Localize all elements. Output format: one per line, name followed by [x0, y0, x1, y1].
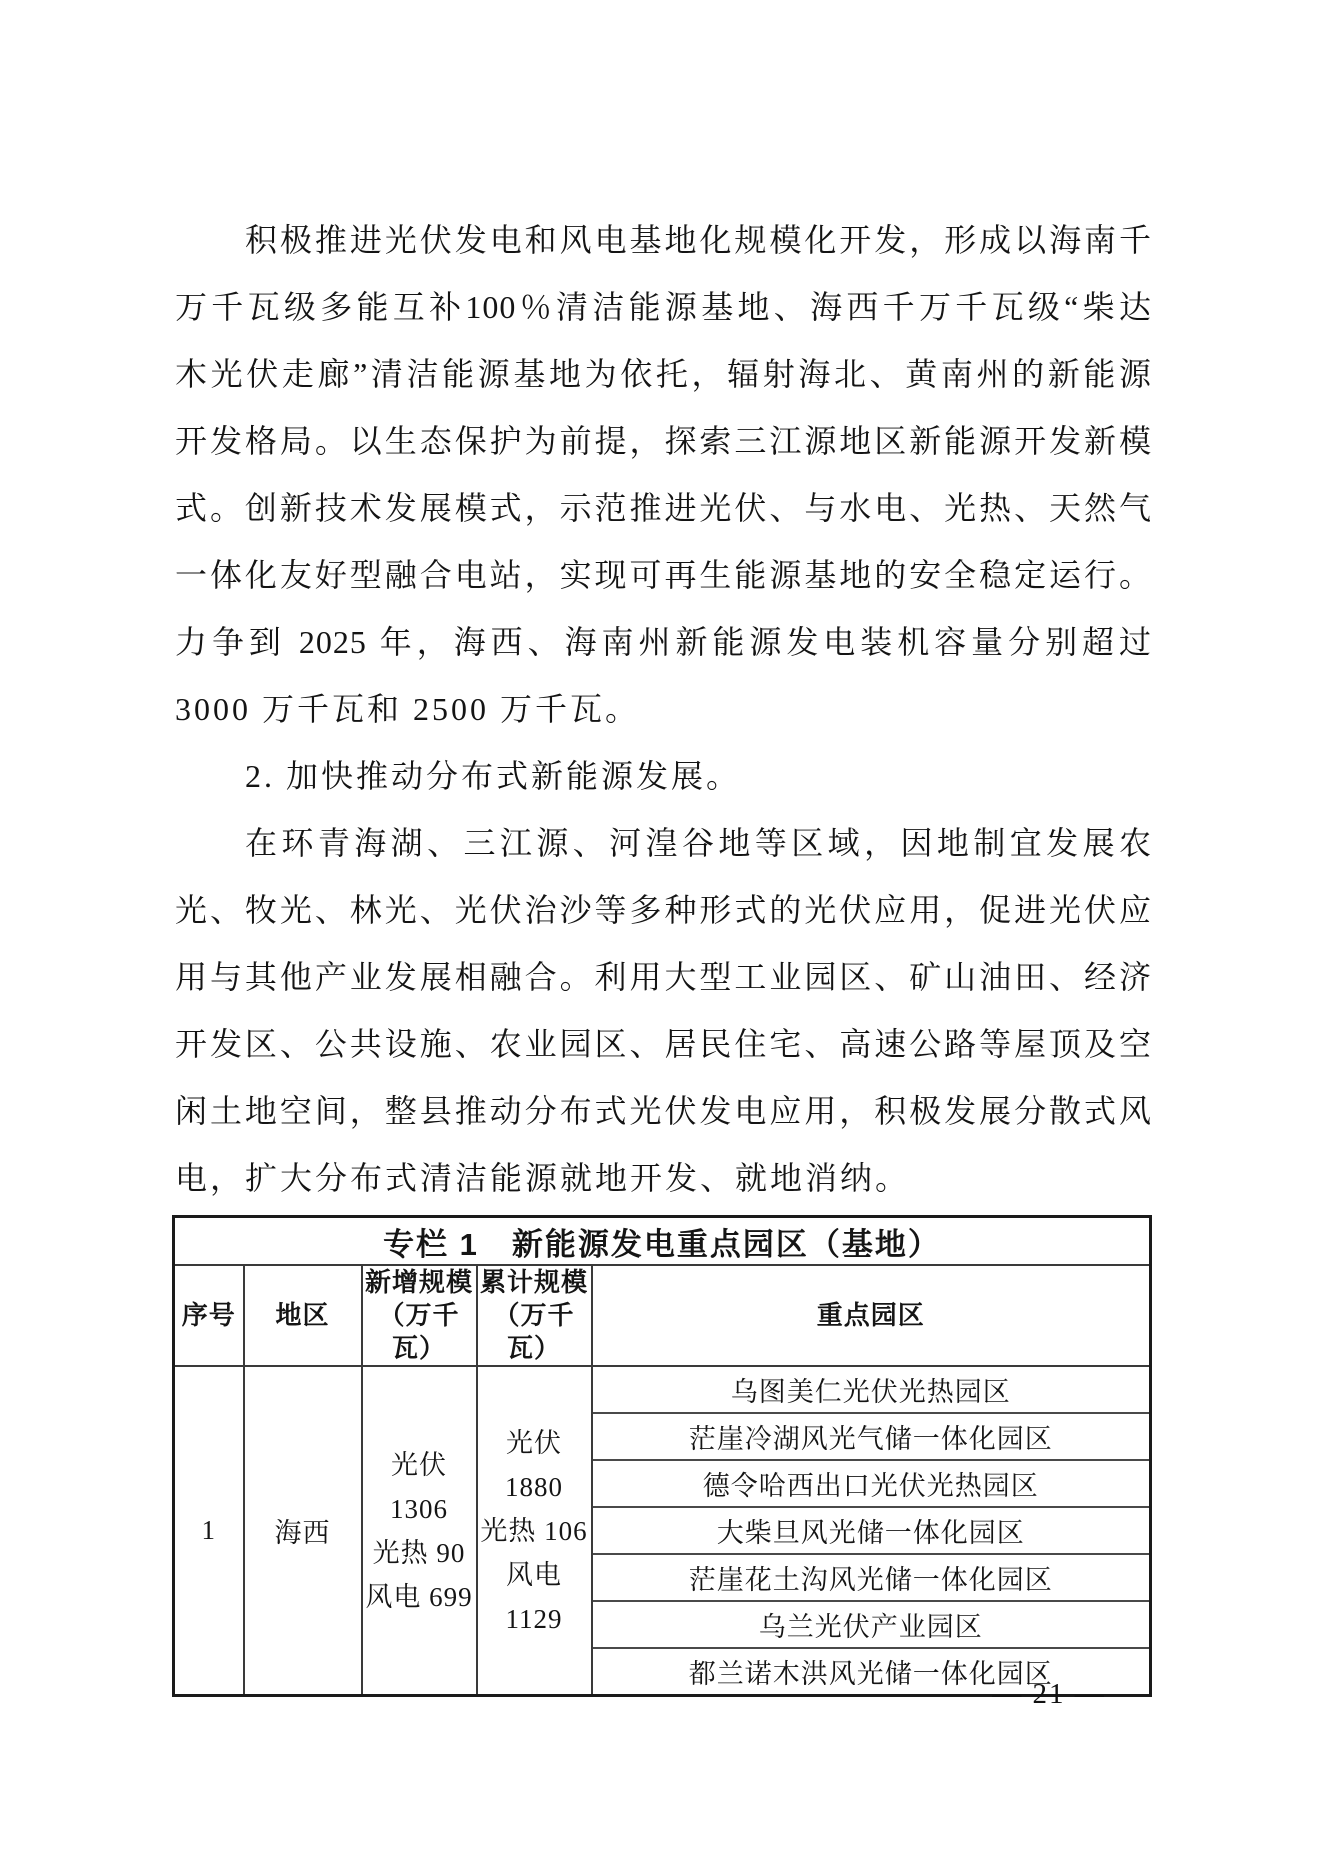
header-new-scale-line1: 新增规模 — [364, 1267, 473, 1297]
text-line: 在环青海湖、三江源、河湟谷地等区域，因地制宜发展农 — [245, 825, 1152, 861]
park-row: 茫崖冷湖风光气储一体化园区 — [592, 1413, 1151, 1460]
header-region: 地区 — [244, 1265, 362, 1366]
cell-row-number: 1 — [174, 1366, 244, 1696]
text-line: 式。创新技术发展模式，示范推进光伏、与水电、光热、天然气 — [175, 490, 1152, 526]
text-line-heading: 2. 加快推动分布式新能源发展。 — [245, 758, 742, 794]
park-row: 德令哈西出口光伏光热园区 — [592, 1460, 1151, 1507]
total-scale-pv: 光伏 1880 — [505, 1427, 563, 1502]
text-line: 闲土地空间，整县推动分布式光伏发电应用，积极发展分散式风 — [175, 1093, 1152, 1129]
text-line: 开发区、公共设施、农业园区、居民住宅、高速公路等屋顶及空 — [175, 1026, 1152, 1062]
cell-total-scale — [477, 1366, 592, 1696]
text-line: 木光伏走廊”清洁能源基地为依托，辐射海北、黄南州的新能源 — [175, 356, 1152, 392]
park-row: 大柴旦风光储一体化园区 — [592, 1507, 1151, 1554]
body-text — [175, 207, 1152, 1212]
text-line: 积极推进光伏发电和风电基地化规模化开发，形成以海南千 — [245, 222, 1152, 258]
header-parks: 重点园区 — [592, 1265, 1151, 1366]
header-total-scale-line2: （万千瓦） — [493, 1300, 575, 1363]
header-new-scale-line2: （万千瓦） — [378, 1300, 460, 1363]
page-number: — 21 — — [992, 1678, 1106, 1710]
text-line: 开发格局。以生态保护为前提，探索三江源地区新能源开发新模 — [175, 423, 1152, 459]
text-line: 3000 万千瓦和 2500 万千瓦。 — [175, 691, 641, 727]
park-row: 乌兰光伏产业园区 — [592, 1601, 1151, 1648]
text-line: 光、牧光、林光、光伏治沙等多种形式的光伏应用，促进光伏应 — [175, 892, 1152, 928]
total-scale-csp: 光热 106 — [480, 1515, 588, 1546]
new-scale-pv: 光伏 1306 — [390, 1449, 448, 1524]
text-line: 力争到 2025 年，海西、海南州新能源发电装机容量分别超过 — [175, 624, 1152, 660]
cell-region: 海西 — [244, 1366, 362, 1696]
total-scale-wind: 风电 1129 — [505, 1559, 563, 1634]
table-title: 专栏 1 新能源发电重点园区（基地） — [174, 1217, 1151, 1266]
text-line: 用与其他产业发展相融合。利用大型工业园区、矿山油田、经济 — [175, 959, 1152, 995]
text-line: 一体化友好型融合电站，实现可再生能源基地的安全稳定运行。 — [175, 557, 1152, 593]
park-row: 乌图美仁光伏光热园区 — [592, 1366, 1151, 1413]
header-total-scale — [477, 1265, 592, 1366]
cell-new-scale — [362, 1366, 477, 1696]
header-total-scale-line1: 累计规模 — [479, 1267, 588, 1297]
new-scale-csp: 光热 90 — [372, 1537, 466, 1568]
park-row: 茫崖花土沟风光储一体化园区 — [592, 1554, 1151, 1601]
text-line: 电，扩大分布式清洁能源就地开发、就地消纳。 — [175, 1160, 911, 1196]
key-parks-table — [172, 1215, 1152, 1697]
header-new-scale — [362, 1265, 477, 1366]
park-row: 都兰诺木洪风光储一体化园区 — [592, 1648, 1151, 1696]
new-scale-wind: 风电 699 — [365, 1581, 473, 1612]
text-line: 万千瓦级多能互补100％清洁能源基地、海西千万千瓦级“柴达 — [175, 289, 1152, 325]
header-no: 序号 — [174, 1265, 244, 1366]
